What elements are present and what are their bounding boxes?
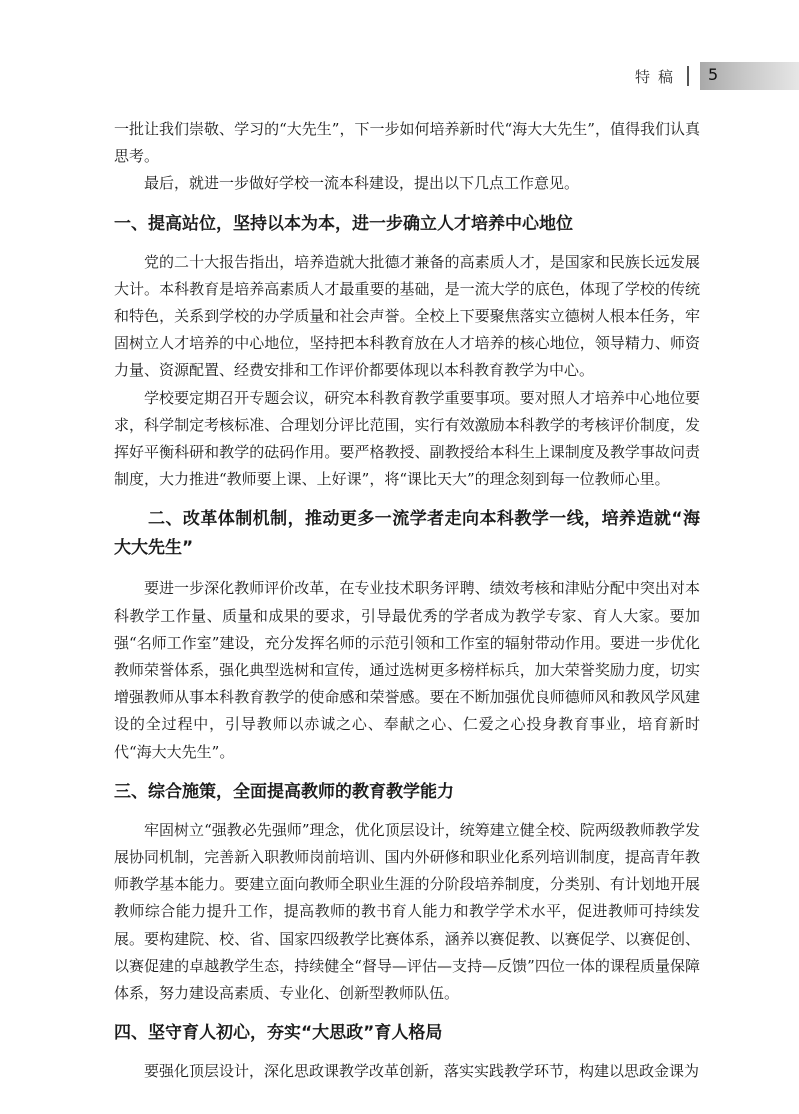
section-heading: 四、坚守育人初心，夯实“大思政”育人格局 [114,1023,443,1044]
section-heading: 二、改革体制机制，推动更多一流学者走向本科教学一线，培养造就“海大大先生” [114,509,700,559]
header-divider [687,66,689,86]
paragraph: 一批让我们崇敬、学习的“大先生”，下一步如何培养新时代“海大大先生”，值得我们认真思考。 [114,120,700,166]
paragraph: 学校要定期召开专题会议，研究本科教育教学重要事项。要对照人才培养中心地位要求，科学制定考核标准、合理划分评比范围，实行有效激励本科教学的考核评价制度，发挥好平衡科研和教学的砝码作用。要严格教授、副教授给本科生上课制度及教学事故问责制度，大力推进“教师要上课、上好课”，将“课比天大”的理念刻到每一位教师心里。 [114,388,700,489]
page-number: 5 [708,65,719,84]
section-heading: 一、提高站位，坚持以本为本，进一步确立人才培养中心地位 [114,213,573,234]
article-body [114,116,700,1085]
paragraph: 要强化顶层设计，深化思政课教学改革创新，落实实践教学环节，构建以思政金课为 [144,1062,700,1081]
section-heading: 三、综合施策，全面提高教师的教育教学能力 [114,781,454,802]
running-header [0,62,799,90]
paragraph: 要进一步深化教师评价改革，在专业技术职务评聘、绩效考核和津贴分配中突出对本科教学工作量、质量和成果的要求，引导最优秀的学者成为教学专家、育人大家。要加强“名师工作室”建设，充分发挥名师的示范引领和工作室的辐射带动作用。要进一步优化教师荣誉体系，强化典型选树和宣传，通过选树更多榜样标兵，加大荣誉奖励力度，切实增强教师从事本科教育教学的使命感和荣誉感。要在不断加强优良师德师风和教风学风建设的全过程中，引导教师以赤诚之心、奉献之心、仁爱之心投身教育事业，培育新时代“海大大先生”。 [114,579,700,761]
paragraph: 最后，就进一步做好学校一流本科建设，提出以下几点工作意见。 [144,174,580,193]
paragraph: 牢固树立“强教必先强师”理念，优化顶层设计，统筹建立健全校、院两级教师教学发展协同机制，完善新入职教师岗前培训、国内外研修和职业化系列培训制度，提高青年教师教学基本能力。要建立面向教师全职业生涯的分阶段培养制度，分类别、有计划地开展教师综合能力提升工作，提高教师的教书育人能力和教学学术水平，促进教师可持续发展。要构建院、校、省、国家四级教学比赛体系，涵养以赛促教、以赛促学、以赛促创、以赛促建的卓越教学生态，持续健全“督导—评估—支持—反馈”四位一体的课程质量保障体系，努力建设高素质、专业化、创新型教师队伍。 [114,820,700,1003]
paragraph: 党的二十大报告指出，培养造就大批德才兼备的高素质人才，是国家和民族长远发展大计。本科教育是培养高素质人才最重要的基础，是一流大学的底色，体现了学校的传统和特色，关系到学校的办学质量和社会声誉。全校上下要聚焦落实立德树人根本任务，牢固树立人才培养的中心地位，坚持把本科教育放在人才培养的核心地位，领导精力、师资力量、资源配置、经费安排和工作评价都要体现以本科教育教学为中心。 [114,252,700,380]
section-label: 特稿 [634,68,681,86]
